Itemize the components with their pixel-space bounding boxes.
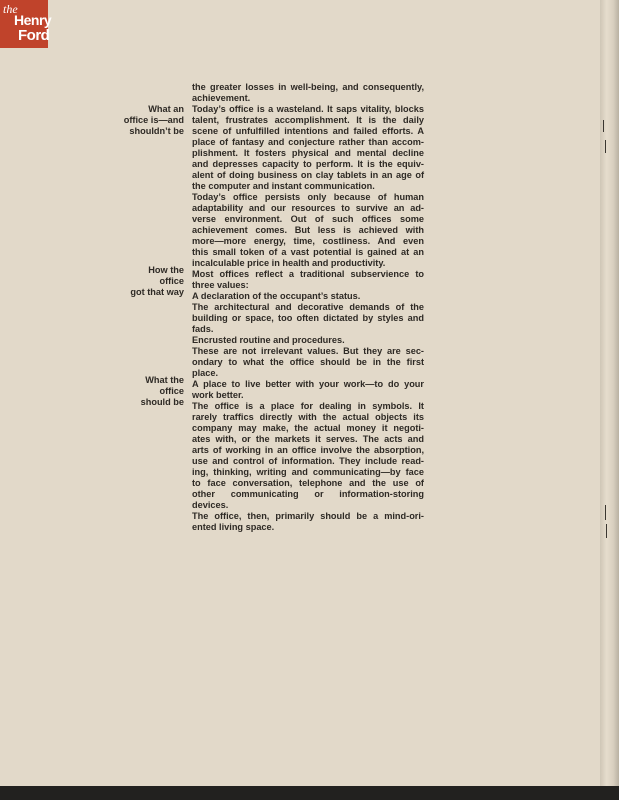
body-line: and depresses capacity to perform. It is the equiv-	[192, 159, 424, 169]
edge-mark	[605, 505, 606, 520]
body-line: more—more energy, time, costliness. And even	[192, 236, 424, 246]
body-line: plishment. It fosters physical and mental decline	[192, 148, 424, 158]
body-line: The office is a place for dealing in symbols. It	[192, 401, 424, 411]
body-line: The architectural and decorative demands of the	[192, 302, 424, 312]
sidenote-line: How the	[148, 265, 184, 275]
sidenote-line: should be	[140, 397, 184, 407]
body-line: the greater losses in well-being, and consequently,	[192, 82, 424, 92]
sidenote-line: office	[159, 386, 184, 396]
body-line: ing, thinking, writing and communicating—by face	[192, 467, 424, 477]
sidenote-line: got that way	[130, 287, 184, 297]
body-line: achievement.	[192, 93, 251, 103]
sidenote-line: shouldn’t be	[129, 126, 184, 136]
sidenote-what-an-office-is	[0, 104, 184, 137]
sidenote-line: office is—and	[123, 115, 184, 125]
body-line: The office, then, primarily should be a mind-ori-	[192, 511, 424, 521]
edge-mark	[603, 120, 604, 132]
sidenote-how-the-office-got-that-way	[0, 265, 184, 298]
sidenote-line: What the	[145, 375, 184, 385]
body-line: to face conversation, telephone and the use of	[192, 478, 424, 488]
body-line: use and control of information. They include read-	[192, 456, 424, 466]
edge-mark	[606, 524, 607, 538]
body-line: incalculable price in health and productivity.	[192, 258, 386, 268]
body-line: place of fantasy and conjecture rather than accom-	[192, 137, 424, 147]
body-line: verse environment. Out of such offices some	[192, 214, 424, 224]
body-line: adaptability and our resources to survive an ad-	[192, 203, 424, 213]
body-line: fads.	[192, 324, 214, 334]
scan-border	[0, 786, 619, 800]
sidenote-line: What an	[148, 104, 184, 114]
body-line: scene of unfulfilled intentions and failed efforts. A	[192, 126, 424, 136]
body-line: Most offices reflect a traditional subservience to	[192, 269, 424, 279]
edge-mark	[605, 140, 606, 153]
logo-the: the	[3, 2, 18, 16]
body-line: achievement comes. But less is achieved with	[192, 225, 424, 235]
body-line: place.	[192, 368, 219, 378]
body-line: rarely traffics directly with the actual objects its	[192, 412, 424, 422]
body-line: three values:	[192, 280, 249, 290]
logo-ford: Ford	[18, 27, 50, 44]
body-text-column	[192, 82, 424, 533]
body-line: building or space, too often dictated by styles and	[192, 313, 424, 323]
body-line: Today’s office is a wasteland. It saps vitality, blocks	[192, 104, 424, 114]
body-line: arts of working in an office involve the absorption,	[192, 445, 424, 455]
body-line: other communicating or information-storing	[192, 489, 424, 499]
body-line: Encrusted routine and procedures.	[192, 335, 345, 345]
body-line: the computer and instant communication.	[192, 181, 375, 191]
sidenote-what-the-office-should-be	[0, 375, 184, 408]
body-line: this small token of a vast potential is gained at an	[192, 247, 424, 257]
body-line: alent of doing business on clay tablets in an age of	[192, 170, 424, 180]
body-line: work better.	[192, 390, 244, 400]
body-line: ates with, or the markets it serves. The acts and	[192, 434, 424, 444]
body-line: ondary to what the office should be in the first	[192, 357, 424, 367]
sidenote-line: office	[159, 276, 184, 286]
henry-ford-logo[interactable]	[0, 0, 52, 48]
body-line: devices.	[192, 500, 229, 510]
body-line: ented living space.	[192, 522, 275, 532]
body-line: These are not irrelevant values. But they are sec-	[192, 346, 424, 356]
body-line: company may make, the actual money it negoti-	[192, 423, 424, 433]
body-line: talent, frustrates accomplishment. It is the daily	[192, 115, 424, 125]
body-line: A declaration of the occupant’s status.	[192, 291, 361, 301]
body-line: Today’s office persists only because of human	[192, 192, 424, 202]
logo-henry: Henry	[14, 12, 52, 28]
body-line: A place to live better with your work—to do your	[192, 379, 424, 389]
